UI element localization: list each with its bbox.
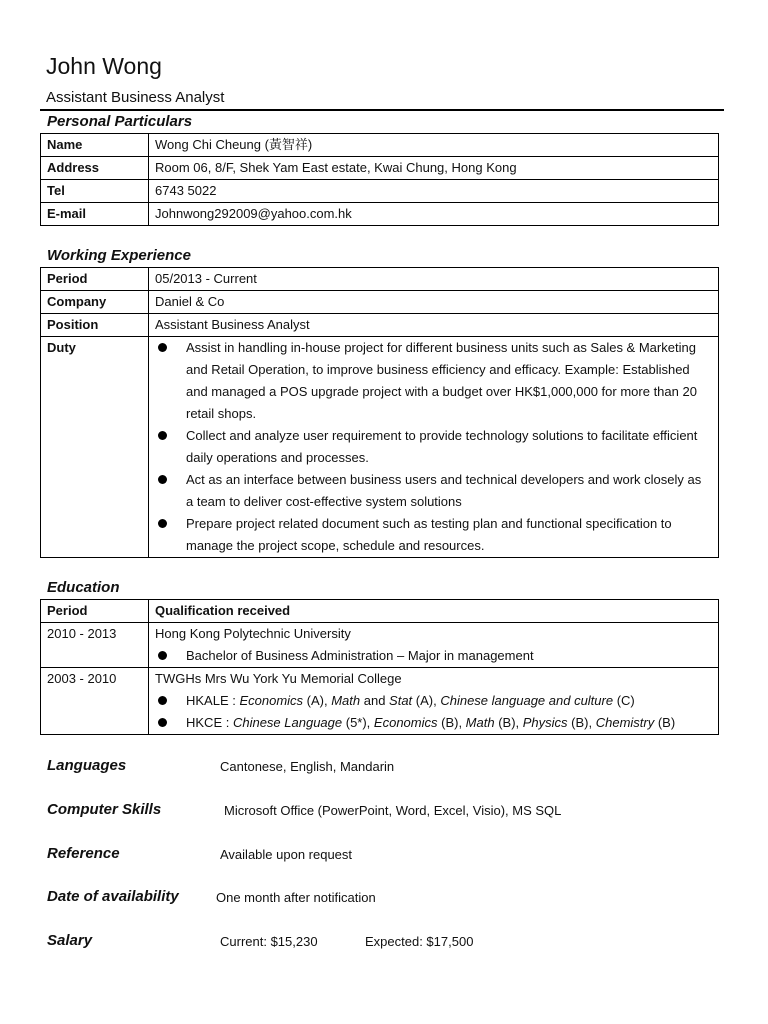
table-row [41, 291, 719, 314]
row-value: Assistant Business Analyst [149, 314, 719, 337]
grade: (A), [412, 693, 441, 708]
row-value: Room 06, 8/F, Shek Yam East estate, Kwai Chung, Hong Kong [149, 157, 719, 180]
grade: (5*), [342, 715, 374, 730]
row-label: Tel [41, 180, 149, 203]
education-table [40, 599, 719, 735]
subject: Chinese language and culture [440, 693, 614, 708]
languages-value: Cantonese, English, Mandarin [220, 759, 395, 774]
candidate-title: Assistant Business Analyst [46, 89, 225, 106]
table-row [41, 203, 719, 226]
subject: Math [465, 715, 495, 730]
personal-table [40, 133, 719, 226]
table-row [41, 668, 719, 735]
row-value: Johnwong292009@yahoo.com.hk [149, 203, 719, 226]
duty-list [155, 337, 712, 557]
education-period: 2010 - 2013 [41, 623, 149, 668]
hkale-results [155, 690, 712, 712]
row-value: 05/2013 - Current [149, 268, 719, 291]
row-label: Period [41, 268, 149, 291]
qualification-list [155, 645, 712, 667]
column-header-period: Period [41, 600, 149, 623]
table-header-row [41, 600, 719, 623]
languages-label: Languages [47, 757, 127, 774]
table-row [41, 180, 719, 203]
subject: Economics [239, 693, 304, 708]
list-item: Assist in handling in-house project for different business units such as Sales & Marketing and Retail Operation, to improve business efficiency and efficacy. Example: Established and managed a POS upgrade project with a budget over HK$1,000,000 for more than 20 retail shops. [155, 337, 712, 425]
grade: (B), [437, 715, 466, 730]
work-heading: Working Experience [47, 247, 191, 264]
work-table [40, 267, 719, 558]
computer-skills-label: Computer Skills [47, 801, 162, 818]
row-label: Position [41, 314, 149, 337]
personal-heading: Personal Particulars [47, 113, 193, 130]
subject: Chemistry [595, 715, 655, 730]
subject: Physics [522, 715, 568, 730]
row-label: Duty [41, 337, 149, 558]
table-row [41, 157, 719, 180]
school-name: Hong Kong Polytechnic University [155, 626, 351, 641]
table-row [41, 623, 719, 668]
education-heading: Education [47, 579, 120, 596]
subject: Economics [373, 715, 438, 730]
list-item: Prepare project related document such as testing plan and functional specification to manage the project scope, schedule and resources. [155, 513, 712, 557]
row-label: Company [41, 291, 149, 314]
salary-current: Current: $15,230 [220, 934, 318, 949]
subject: Math [331, 693, 361, 708]
grade: (C) [613, 693, 635, 708]
computer-skills-value: Microsoft Office (PowerPoint, Word, Excel, Visio), MS SQL [224, 803, 562, 818]
connector: and [360, 693, 390, 708]
subject: Chinese Language [232, 715, 343, 730]
salary-expected: Expected: $17,500 [365, 934, 474, 949]
hkce-results [155, 712, 712, 734]
grade: (B), [494, 715, 523, 730]
row-label: E-mail [41, 203, 149, 226]
row-label: Address [41, 157, 149, 180]
row-value: Daniel & Co [149, 291, 719, 314]
education-detail [149, 623, 719, 668]
grade: (B), [567, 715, 596, 730]
availability-label: Date of availability [47, 888, 179, 905]
row-value: Wong Chi Cheung (黃智祥) [149, 134, 719, 157]
candidate-name: John Wong [46, 53, 162, 79]
table-row [41, 337, 719, 558]
availability-value: One month after notification [216, 890, 376, 905]
duty-list-cell [149, 337, 719, 558]
exam-prefix: HKCE : [186, 715, 233, 730]
column-header-qualification: Qualification received [149, 600, 719, 623]
reference-label: Reference [47, 845, 120, 862]
row-label: Name [41, 134, 149, 157]
header-divider [40, 109, 724, 111]
exam-prefix: HKALE : [186, 693, 240, 708]
table-row [41, 314, 719, 337]
list-item: Act as an interface between business users and technical developers and work closely as a team to deliver cost-effective system solutions [155, 469, 712, 513]
reference-value: Available upon request [220, 847, 353, 862]
salary-label: Salary [47, 932, 93, 949]
table-row [41, 268, 719, 291]
education-detail [149, 668, 719, 735]
subject: Stat [389, 693, 413, 708]
grade: (B) [654, 715, 676, 730]
grade: (A), [303, 693, 332, 708]
row-value: 6743 5022 [149, 180, 719, 203]
education-period: 2003 - 2010 [41, 668, 149, 735]
table-row [41, 134, 719, 157]
list-item: Collect and analyze user requirement to provide technology solutions to facilitate efficient daily operations and processes. [155, 425, 712, 469]
school-name: TWGHs Mrs Wu York Yu Memorial College [155, 671, 402, 686]
list-item: Bachelor of Business Administration – Major in management [155, 645, 712, 667]
qualification-list [155, 690, 712, 734]
